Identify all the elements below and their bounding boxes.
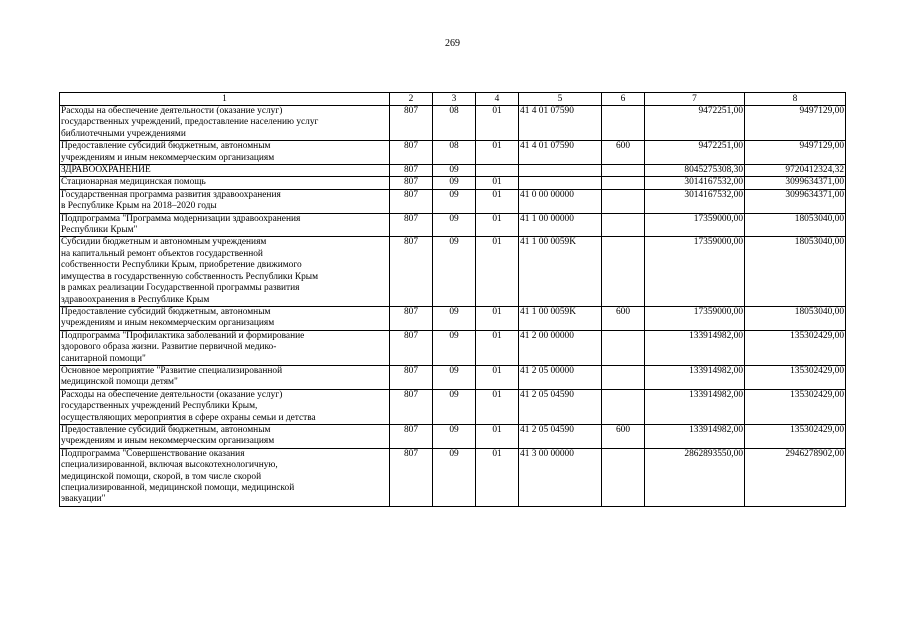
header-cell: 5 — [519, 93, 602, 106]
amount-year-2: 18053040,00 — [745, 237, 846, 306]
target-article-code: 41 1 00 0059K — [519, 306, 602, 330]
subsection-code — [476, 165, 519, 177]
section-code: 08 — [433, 141, 476, 165]
amount-year-2: 18053040,00 — [745, 306, 846, 330]
amount-year-1: 9472251,00 — [645, 106, 745, 141]
target-article-code: 41 3 00 00000 — [519, 448, 602, 506]
expense-type-code — [602, 213, 645, 237]
amount-year-2: 9497129,00 — [745, 106, 846, 141]
ministry-code: 807 — [390, 237, 433, 306]
section-code: 09 — [433, 177, 476, 189]
table-row — [60, 330, 846, 365]
target-article-code: 41 2 00 00000 — [519, 330, 602, 365]
subsection-code: 01 — [476, 237, 519, 306]
header-cell: 1 — [60, 93, 390, 106]
amount-year-2: 135302429,00 — [745, 330, 846, 365]
expense-type-code — [602, 448, 645, 506]
subsection-code: 01 — [476, 365, 519, 389]
amount-year-2: 9720412324,32 — [745, 165, 846, 177]
expense-type-code — [602, 237, 645, 306]
header-cell: 7 — [645, 93, 745, 106]
row-name: Предоставление субсидий бюджетным, автономным учреждениям и иным некоммерческим организациям — [60, 424, 390, 448]
table-row — [60, 365, 846, 389]
ministry-code: 807 — [390, 165, 433, 177]
amount-year-2: 3099634371,00 — [745, 189, 846, 213]
header-cell: 8 — [745, 93, 846, 106]
row-name: Подпрограмма "Программа модернизации здравоохранения Республики Крым" — [60, 213, 390, 237]
ministry-code: 807 — [390, 306, 433, 330]
amount-year-1: 3014167532,00 — [645, 189, 745, 213]
ministry-code: 807 — [390, 106, 433, 141]
amount-year-1: 133914982,00 — [645, 424, 745, 448]
section-code: 09 — [433, 389, 476, 424]
expense-type-code — [602, 389, 645, 424]
target-article-code: 41 1 00 0059K — [519, 237, 602, 306]
section-code: 08 — [433, 106, 476, 141]
header-row — [60, 93, 846, 106]
ministry-code: 807 — [390, 177, 433, 189]
table-row — [60, 213, 846, 237]
row-name: Расходы на обеспечение деятельности (оказание услуг) государственных учреждений, предоставление населению услуг библиотечными учреждениями — [60, 106, 390, 141]
target-article-code: 41 2 05 04590 — [519, 424, 602, 448]
expense-type-code — [602, 365, 645, 389]
row-name: Стационарная медицинская помощь — [60, 177, 390, 189]
section-code: 09 — [433, 448, 476, 506]
ministry-code: 807 — [390, 424, 433, 448]
amount-year-1: 8045275308,30 — [645, 165, 745, 177]
table-row — [60, 306, 846, 330]
row-name: ЗДРАВООХРАНЕНИЕ — [60, 165, 390, 177]
amount-year-2: 2946278902,00 — [745, 448, 846, 506]
header-cell: 2 — [390, 93, 433, 106]
budget-table — [59, 92, 846, 507]
subsection-code: 01 — [476, 389, 519, 424]
row-name: Предоставление субсидий бюджетным, автономным учреждениям и иным некоммерческим организациям — [60, 141, 390, 165]
section-code: 09 — [433, 424, 476, 448]
ministry-code: 807 — [390, 213, 433, 237]
table-row — [60, 165, 846, 177]
row-name: Предоставление субсидий бюджетным, автономным учреждениям и иным некоммерческим организациям — [60, 306, 390, 330]
amount-year-1: 133914982,00 — [645, 389, 745, 424]
subsection-code: 01 — [476, 306, 519, 330]
subsection-code: 01 — [476, 448, 519, 506]
expense-type-code: 600 — [602, 424, 645, 448]
target-article-code: 41 1 00 00000 — [519, 213, 602, 237]
subsection-code: 01 — [476, 177, 519, 189]
table-body — [60, 106, 846, 507]
amount-year-1: 3014167532,00 — [645, 177, 745, 189]
expense-type-code — [602, 177, 645, 189]
expense-type-code — [602, 330, 645, 365]
subsection-code: 01 — [476, 106, 519, 141]
amount-year-2: 9497129,00 — [745, 141, 846, 165]
row-name: Подпрограмма "Профилактика заболеваний и формирование здорового образа жизни. Развитие первичной медико- санитарной помощи" — [60, 330, 390, 365]
amount-year-1: 17359000,00 — [645, 306, 745, 330]
expense-type-code: 600 — [602, 306, 645, 330]
table-row — [60, 177, 846, 189]
amount-year-1: 17359000,00 — [645, 213, 745, 237]
section-code: 09 — [433, 189, 476, 213]
section-code: 09 — [433, 365, 476, 389]
page-number: 269 — [445, 38, 460, 49]
target-article-code — [519, 177, 602, 189]
section-code: 09 — [433, 213, 476, 237]
expense-type-code: 600 — [602, 141, 645, 165]
target-article-code: 41 2 05 04590 — [519, 389, 602, 424]
amount-year-2: 135302429,00 — [745, 365, 846, 389]
expense-type-code — [602, 189, 645, 213]
amount-year-2: 18053040,00 — [745, 213, 846, 237]
expense-type-code — [602, 165, 645, 177]
expense-type-code — [602, 106, 645, 141]
table-row — [60, 389, 846, 424]
amount-year-2: 135302429,00 — [745, 389, 846, 424]
target-article-code — [519, 165, 602, 177]
row-name: Государственная программа развития здравоохранения в Республике Крым на 2018–2020 годы — [60, 189, 390, 213]
table-row — [60, 106, 846, 141]
target-article-code: 41 2 05 00000 — [519, 365, 602, 389]
header-cell: 4 — [476, 93, 519, 106]
amount-year-1: 2862893550,00 — [645, 448, 745, 506]
amount-year-1: 133914982,00 — [645, 330, 745, 365]
table-row — [60, 448, 846, 506]
section-code: 09 — [433, 306, 476, 330]
table-row — [60, 189, 846, 213]
subsection-code: 01 — [476, 189, 519, 213]
subsection-code: 01 — [476, 424, 519, 448]
ministry-code: 807 — [390, 448, 433, 506]
table-row — [60, 141, 846, 165]
row-name: Расходы на обеспечение деятельности (оказание услуг) государственных учреждений Республики Крым, осуществляющих мероприятия в сфере охраны семьи и детства — [60, 389, 390, 424]
table-row — [60, 424, 846, 448]
ministry-code: 807 — [390, 189, 433, 213]
ministry-code: 807 — [390, 330, 433, 365]
subsection-code: 01 — [476, 213, 519, 237]
ministry-code: 807 — [390, 365, 433, 389]
section-code: 09 — [433, 165, 476, 177]
row-name: Субсидии бюджетным и автономным учреждениям на капитальный ремонт объектов государственной собственности Республики Крым, приобретение движимого имущества в государственную собственность Республики Крым в рамках реализации Государственной программы развития здравоохранения в Республике Крым — [60, 237, 390, 306]
header-cell: 6 — [602, 93, 645, 106]
amount-year-2: 135302429,00 — [745, 424, 846, 448]
section-code: 09 — [433, 330, 476, 365]
amount-year-1: 9472251,00 — [645, 141, 745, 165]
amount-year-1: 17359000,00 — [645, 237, 745, 306]
table-row — [60, 237, 846, 306]
header-cell: 3 — [433, 93, 476, 106]
section-code: 09 — [433, 237, 476, 306]
row-name: Основное мероприятие "Развитие специализированной медицинской помощи детям" — [60, 365, 390, 389]
target-article-code: 41 4 01 07590 — [519, 106, 602, 141]
ministry-code: 807 — [390, 389, 433, 424]
amount-year-2: 3099634371,00 — [745, 177, 846, 189]
subsection-code: 01 — [476, 330, 519, 365]
subsection-code: 01 — [476, 141, 519, 165]
amount-year-1: 133914982,00 — [645, 365, 745, 389]
target-article-code: 41 0 00 00000 — [519, 189, 602, 213]
row-name: Подпрограмма "Совершенствование оказания специализированной, включая высокотехнологичную, медицинской помощи, скорой, в том числе скорой специализированной, медицинской помощи, медицинской эвакуации" — [60, 448, 390, 506]
ministry-code: 807 — [390, 141, 433, 165]
target-article-code: 41 4 01 07590 — [519, 141, 602, 165]
